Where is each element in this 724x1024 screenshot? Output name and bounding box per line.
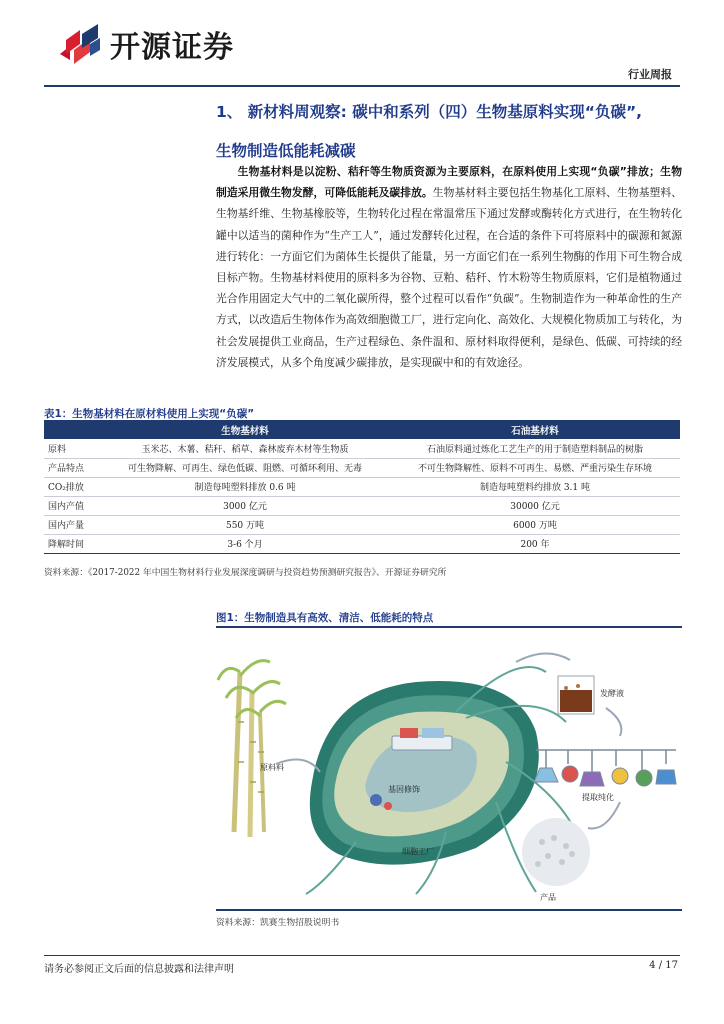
table-cell: 制造每吨塑料排放 0.6 吨 <box>100 477 390 496</box>
table-row <box>44 534 680 553</box>
label-gene-modification: 基因修饰 <box>388 785 420 794</box>
comparison-table <box>44 420 680 554</box>
table-cell: 制造每吨塑料约排放 3.1 吨 <box>390 477 680 496</box>
brand-name: 开源证券 <box>110 30 234 65</box>
table-header-cell: 石油基材料 <box>390 420 680 439</box>
table-cell: 产品特点 <box>44 458 100 477</box>
table-cell: 玉米芯、木薯、秸秆、稻草、森林废弃木材等生物质 <box>100 439 390 458</box>
table-header-cell: 生物基材料 <box>100 420 390 439</box>
table-cell: 可生物降解、可再生、绿色低碳、阻燃、可循环利用、无毒 <box>100 458 390 477</box>
company-logo <box>56 18 286 70</box>
sugarcane-icon <box>218 661 286 837</box>
table-cell: CO₂排放 <box>44 477 100 496</box>
table-cell: 不可生物降解性、原料不可再生、易燃、严重污染生存环境 <box>390 458 680 477</box>
table-source: 资料来源：《2017-2022 年中国生物材料行业发展深度调研与投资趋势预测研究报告》、开源证券研究所 <box>44 568 447 578</box>
table-cell: 石油原料通过炼化工艺生产的用于制造塑料制品的树脂 <box>390 439 680 458</box>
table-cell: 国内产值 <box>44 496 100 515</box>
label-extraction: 提取纯化 <box>582 793 614 802</box>
extraction-apparatus-icon <box>534 750 676 786</box>
paragraph-lead: 生物基材料是以淀粉、秸秆等生物质资源为主要原料，在原料使用上实现“负碳”排放；生物制造采用微生物发酵，可降低能耗及碳排放。 <box>216 165 682 200</box>
page-number: 4 / 17 <box>649 960 678 971</box>
table-title: 表1：生物基材料在原材料使用上实现“负碳” <box>44 408 255 420</box>
section-title-line1: 1、 新材料周观察: 碳中和系列（四）生物基原料实现“负碳”, <box>216 103 643 121</box>
section-title-line2: 生物制造低能耗减碳 <box>216 142 356 160</box>
figure-source: 资料来源：凯赛生物招股说明书 <box>216 918 340 928</box>
table-row <box>44 439 680 458</box>
table-cell: 30000 亿元 <box>390 496 680 515</box>
product-crystals-icon <box>522 818 590 886</box>
table-header-cell <box>44 420 100 439</box>
table-cell: 6000 万吨 <box>390 515 680 534</box>
table-header-row <box>44 420 680 439</box>
paragraph-text: 生物基材料主要包括生物基化工原料、生物基塑料、生物基纤维、生物基橡胶等，生物转化过程在常温常压下通过发酵或酶转化方式进行，在生物转化罐中以适当的菌种作为“生产工人”，通过发酵转化过程，在合适的条件下可将原料中的碳源和氮源进行转化：一方面它们为菌体生长提供了能量，另一方面它们在一系列生物酶的作用下可生物合成目标产物。生物基材料使用的原料多为谷物、豆粕、秸秆、竹木粉等生物质原料，它们是植物通过光合作用固定大气中的二氧化碳所得，整个过程可以看作“负碳”。生物制造作为一种革命性的生产方式，以改造后生物体作为高效细胞微工厂，进行定向化、高效化、大规模化物质加工与转化，为社会发展提供工业商品，生产过程绿色、条件温和、原材料取得便利，是绿色、低碳、可持续的经济发展模式，从多个角度减少碳排放，是实现碳中和的有效途径。 <box>216 186 683 369</box>
header-divider <box>44 85 680 87</box>
table-cell: 降解时间 <box>44 534 100 553</box>
table-row <box>44 458 680 477</box>
table-row <box>44 477 680 496</box>
footer-disclaimer: 请务必参阅正文后面的信息披露和法律声明 <box>44 964 234 975</box>
arrow-extract-to-product <box>588 802 620 828</box>
bio-manufacturing-figure <box>216 632 682 904</box>
table-row <box>44 515 680 534</box>
footer-divider <box>44 955 680 956</box>
figure-title: 图1：生物制造具有高效、清洁、低能耗的特点 <box>216 612 434 624</box>
report-type: 行业周报 <box>628 68 672 81</box>
label-cell-factory: 细胞工厂 <box>402 847 434 856</box>
label-raw-material: 原料料 <box>260 763 284 772</box>
table-cell: 3-6 个月 <box>100 534 390 553</box>
table-cell: 200 年 <box>390 534 680 553</box>
table-cell: 3000 亿元 <box>100 496 390 515</box>
arrow-cell-to-broth <box>516 653 570 662</box>
beaker-icon <box>558 676 594 714</box>
table-cell: 国内产量 <box>44 515 100 534</box>
figure-bottom-rule <box>216 909 682 911</box>
table-row <box>44 496 680 515</box>
logo-mark-icon <box>56 20 102 66</box>
arrow-broth-to-extract <box>606 708 621 736</box>
table-cell: 550 万吨 <box>100 515 390 534</box>
table-cell: 原料 <box>44 439 100 458</box>
label-fermentation-broth: 发酵液 <box>600 689 624 698</box>
figure-top-rule <box>216 626 682 628</box>
body-paragraph <box>216 161 682 373</box>
label-product: 产品 <box>540 893 556 902</box>
